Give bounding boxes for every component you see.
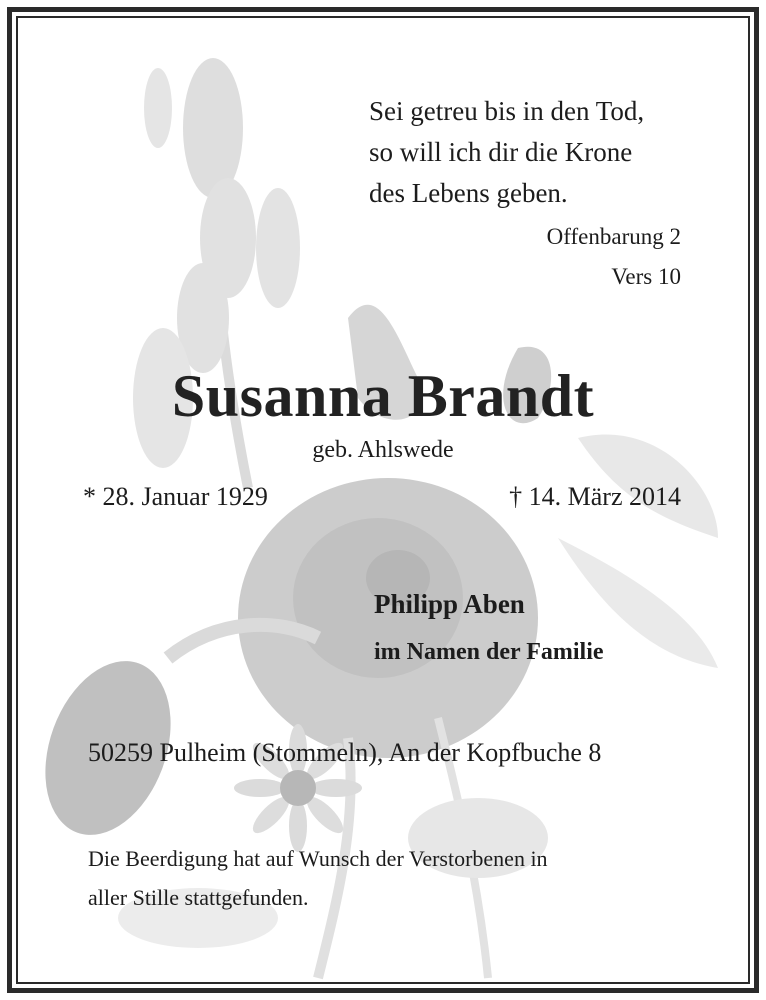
death-date: † 14. März 2014	[509, 482, 681, 511]
birth-name: geb. Ahlswede	[312, 437, 454, 463]
verse-line-3: des Lebens geben.	[369, 178, 568, 208]
verse-line-2: so will ich dir die Krone	[369, 137, 633, 167]
deceased-name: Susanna Brandt	[171, 363, 595, 429]
notice-line-2: aller Stille stattgefunden.	[88, 885, 309, 910]
birth-date: * 28. Januar 1929	[83, 482, 268, 511]
verse-reference-book: Offenbarung 2	[546, 224, 681, 249]
inner-frame	[16, 16, 750, 984]
verse-reference-verse: Vers 10	[611, 264, 681, 289]
address: 50259 Pulheim (Stommeln), An der Kopfbuche 8	[88, 738, 602, 767]
verse-line-1: Sei getreu bis in den Tod,	[369, 96, 645, 126]
signatory-name: Philipp Aben	[374, 589, 525, 619]
signatory-role: im Namen der Familie	[374, 639, 604, 665]
notice-line-1: Die Beerdigung hat auf Wunsch der Verstorbenen in	[88, 846, 548, 871]
